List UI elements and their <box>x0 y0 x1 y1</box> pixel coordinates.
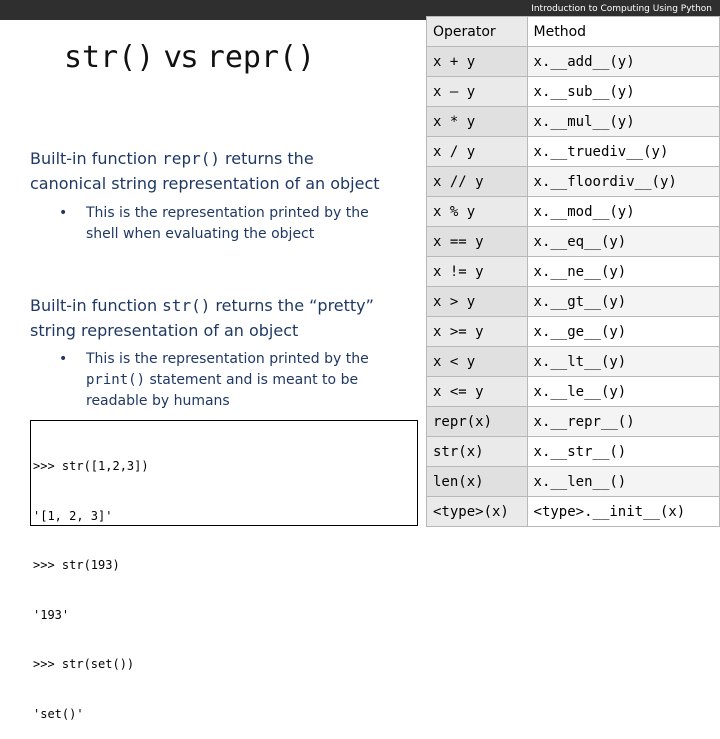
operator-cell: x == y <box>427 227 528 257</box>
operator-cell: len(x) <box>427 467 528 497</box>
code-example <box>30 420 418 721</box>
operator-cell: x < y <box>427 347 528 377</box>
operator-cell: x + y <box>427 47 528 77</box>
method-cell: <type>.__init__(x) <box>527 497 719 527</box>
code-line: >>> str(set()) <box>33 657 135 671</box>
method-cell: x.__str__() <box>527 437 719 467</box>
table-header-row <box>427 17 720 47</box>
table-row <box>427 437 720 467</box>
title-repr: repr() <box>206 40 316 75</box>
method-cell: x.__repr__() <box>527 407 719 437</box>
method-cell: x.__len__() <box>527 467 719 497</box>
table-row <box>427 227 720 257</box>
str-bullet-code: print() <box>86 372 146 388</box>
title-vs: vs <box>163 40 198 75</box>
repr-paragraph <box>30 146 410 196</box>
repr-code: repr() <box>162 149 220 168</box>
code-line: >>> str([1,2,3]) <box>33 459 149 473</box>
code-line: 'set()' <box>33 706 84 721</box>
table-row <box>427 137 720 167</box>
title-str: str() <box>64 40 155 75</box>
operator-cell: x >= y <box>427 317 528 347</box>
operator-cell: x != y <box>427 257 528 287</box>
method-cell: x.__ge__(y) <box>527 317 719 347</box>
method-cell: x.__mod__(y) <box>527 197 719 227</box>
str-code: str() <box>162 296 211 315</box>
table-row <box>427 287 720 317</box>
header-operator: Operator <box>427 17 528 47</box>
table-row <box>427 407 720 437</box>
header-method: Method <box>527 17 719 47</box>
table-row <box>427 107 720 137</box>
table-row <box>427 77 720 107</box>
operator-cell: repr(x) <box>427 407 528 437</box>
table-row <box>427 347 720 377</box>
code-line: '193' <box>33 607 70 622</box>
code-line: >>> str(193) <box>33 558 120 572</box>
bullet-dot: • <box>59 205 68 221</box>
method-cell: x.__add__(y) <box>527 47 719 77</box>
bullet-dot: • <box>59 351 68 367</box>
table-row <box>427 257 720 287</box>
str-bullet <box>59 349 401 412</box>
method-cell: x.__le__(y) <box>527 377 719 407</box>
operator-cell: x <= y <box>427 377 528 407</box>
table-row <box>427 467 720 497</box>
table-row <box>427 47 720 77</box>
table-row <box>427 497 720 527</box>
operator-method-table <box>426 16 720 527</box>
repr-bullet <box>59 203 401 245</box>
code-line: '[1, 2, 3]' <box>33 508 113 523</box>
method-cell: x.__mul__(y) <box>527 107 719 137</box>
operator-cell: x * y <box>427 107 528 137</box>
repr-bullet-text: This is the representation printed by the shell when evaluating the object <box>86 205 369 242</box>
method-cell: x.__lt__(y) <box>527 347 719 377</box>
table-row <box>427 317 720 347</box>
operator-cell: <type>(x) <box>427 497 528 527</box>
str-suffix: returns the “pretty” <box>210 296 374 315</box>
method-cell: x.__sub__(y) <box>527 77 719 107</box>
operator-cell: x > y <box>427 287 528 317</box>
operator-cell: str(x) <box>427 437 528 467</box>
str-paragraph <box>30 293 410 343</box>
method-cell: x.__gt__(y) <box>527 287 719 317</box>
str-line2: string representation of an object <box>30 321 299 340</box>
table-row <box>427 197 720 227</box>
str-bullet-post: statement and is meant to be readable by humans <box>86 372 359 409</box>
str-prefix: Built-in function <box>30 296 163 315</box>
operator-cell: x – y <box>427 77 528 107</box>
repr-suffix: returns the <box>219 149 314 168</box>
method-cell: x.__eq__(y) <box>527 227 719 257</box>
operator-cell: x % y <box>427 197 528 227</box>
str-bullet-pre: This is the representation printed by the <box>86 351 369 367</box>
method-cell: x.__ne__(y) <box>527 257 719 287</box>
operator-cell: x // y <box>427 167 528 197</box>
repr-prefix: Built-in function <box>30 149 163 168</box>
table-row <box>427 167 720 197</box>
slide-title <box>64 40 315 75</box>
operator-cell: x / y <box>427 137 528 167</box>
repr-line2: canonical string representation of an object <box>30 174 380 193</box>
table-row <box>427 377 720 407</box>
method-cell: x.__floordiv__(y) <box>527 167 719 197</box>
method-cell: x.__truediv__(y) <box>527 137 719 167</box>
course-title: Introduction to Computing Using Python <box>531 4 712 14</box>
